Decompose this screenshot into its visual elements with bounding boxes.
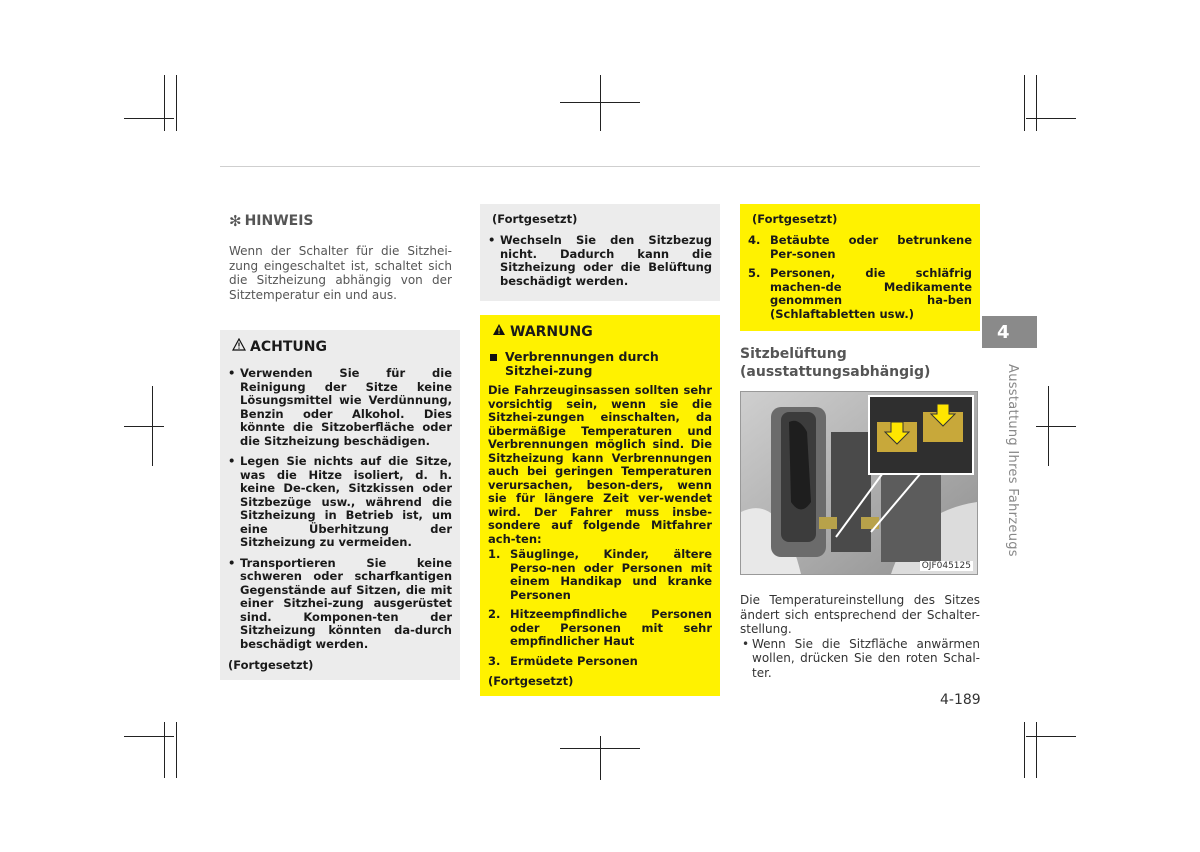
column-2 — [480, 204, 720, 696]
console-illustration — [741, 392, 977, 574]
list-item: • Legen Sie nichts auf die Sitze, was die Hitze isoliert, d. h. keine De-cken, Sitzkissen oder Sitzbezüge usw., während die Sitzheizung in Betrieb ist, um eine Überhitzung der Sitzheizung zu vermeiden. — [228, 454, 452, 549]
list-item: • Verwenden Sie für die Reinigung der Sitze keine Lösungsmittel wie Verdünnung, Benzin oder Alkohol. Dies könnte die Sitzoberfläche oder die Sitzheizung beschädigen. — [228, 366, 452, 448]
continued-heading: (Fortgesetzt) — [752, 212, 838, 226]
continued-box — [480, 204, 720, 301]
column-1 — [220, 204, 460, 680]
seat-ventilation-photo — [740, 391, 978, 575]
column-3 — [740, 204, 980, 680]
list-item: 2. Hitzeempfindliche Personen oder Personen mit sehr empfindlicher Haut — [488, 607, 712, 648]
chapter-tab: 4 — [982, 316, 1037, 348]
warnung-list — [488, 548, 712, 668]
caution-triangle-icon — [232, 338, 246, 355]
hinweis-heading — [229, 212, 460, 230]
warnung-box — [480, 315, 720, 696]
continued-heading: (Fortgesetzt) — [492, 212, 578, 226]
warnung-subtitle: Verbrennungen durch Sitzhei-zung — [488, 350, 712, 378]
achtung-title: ACHTUNG — [250, 338, 327, 355]
asterisk-icon: ✻ — [229, 212, 242, 230]
list-item: 3. Ermüdete Personen — [488, 653, 638, 668]
hinweis-title: HINWEIS — [244, 213, 314, 229]
list-item: • Transportieren Sie keine schweren oder scharfkantigen Gegenstände auf Sitzen, die mit einer Sitzhei-zung ausgerüstet sind. Komponen-ten der Sitzheizung könnten da-durch beschädigt werden. — [228, 555, 452, 651]
continued-list — [488, 234, 712, 288]
square-bullet-icon — [490, 354, 497, 361]
chapter-title: Ausstattung Ihres Fahrzeugs — [1005, 364, 1020, 557]
page-number: 4-189 — [940, 692, 981, 708]
warnung-text: Die Fahrzeuginsassen sollten sehr vorsichtig sein, wenn sie die Sitzhei-zungen einschalten, da übermäßige Temperaturen und Verbrennungen möglich sind. Die Sitzheizung kann Verbrennungen auch bei geringen Temperaturen verursachen, beson-ders, wenn sie für längere Zeit ver-wendet wird. Der Fahrer muss insbe-sondere auf folgende Mitfahrer ach-ten: — [488, 383, 712, 546]
continued-warning-box — [740, 204, 980, 331]
continued-label: (Fortgesetzt) — [488, 674, 574, 688]
list-item: 4. Betäubte oder betrunkene Per-sonen — [748, 233, 972, 261]
section-title: Sitzbelüftung (ausstattungsabhängig) — [740, 346, 931, 380]
continued-label: (Fortgesetzt) — [228, 658, 314, 672]
list-item: 5. Personen, die schläfrig machen-de Medikamente genommen ha-ben (Schlaftabletten usw.) — [748, 266, 972, 321]
list-item: 1. Säuglinge, Kinder, ältere Perso-nen oder Personen mit einem Handikap und kranke Personen — [488, 547, 712, 602]
achtung-list — [228, 367, 452, 651]
warnung-title: WARNUNG — [510, 323, 593, 340]
hinweis-text: Wenn der Schalter für die Sitzhei-zung eingeschaltet ist, schaltet sich die Sitzheizung abhängig von der Sitztemperatur ein und aus. — [229, 244, 452, 302]
list-item: • Wechseln Sie den Sitzbezug nicht. Dadurch kann die Sitzheizung oder die Belüftung beschädigt werden. — [488, 233, 712, 288]
continued-warning-list — [748, 234, 972, 321]
achtung-heading — [232, 338, 452, 355]
warning-triangle-icon — [492, 323, 506, 340]
section-text: Die Temperatureinstellung des Sitzes ändert sich entsprechend der Schalter-stellung. — [740, 593, 980, 636]
image-code: OJF045125 — [921, 561, 971, 571]
section-bullet: • Wenn Sie die Sitzfläche anwärmen wollen, drücken Sie den roten Schal-ter. — [742, 636, 980, 680]
achtung-box — [220, 330, 460, 680]
header-rule — [220, 166, 980, 167]
warnung-heading — [492, 323, 712, 340]
